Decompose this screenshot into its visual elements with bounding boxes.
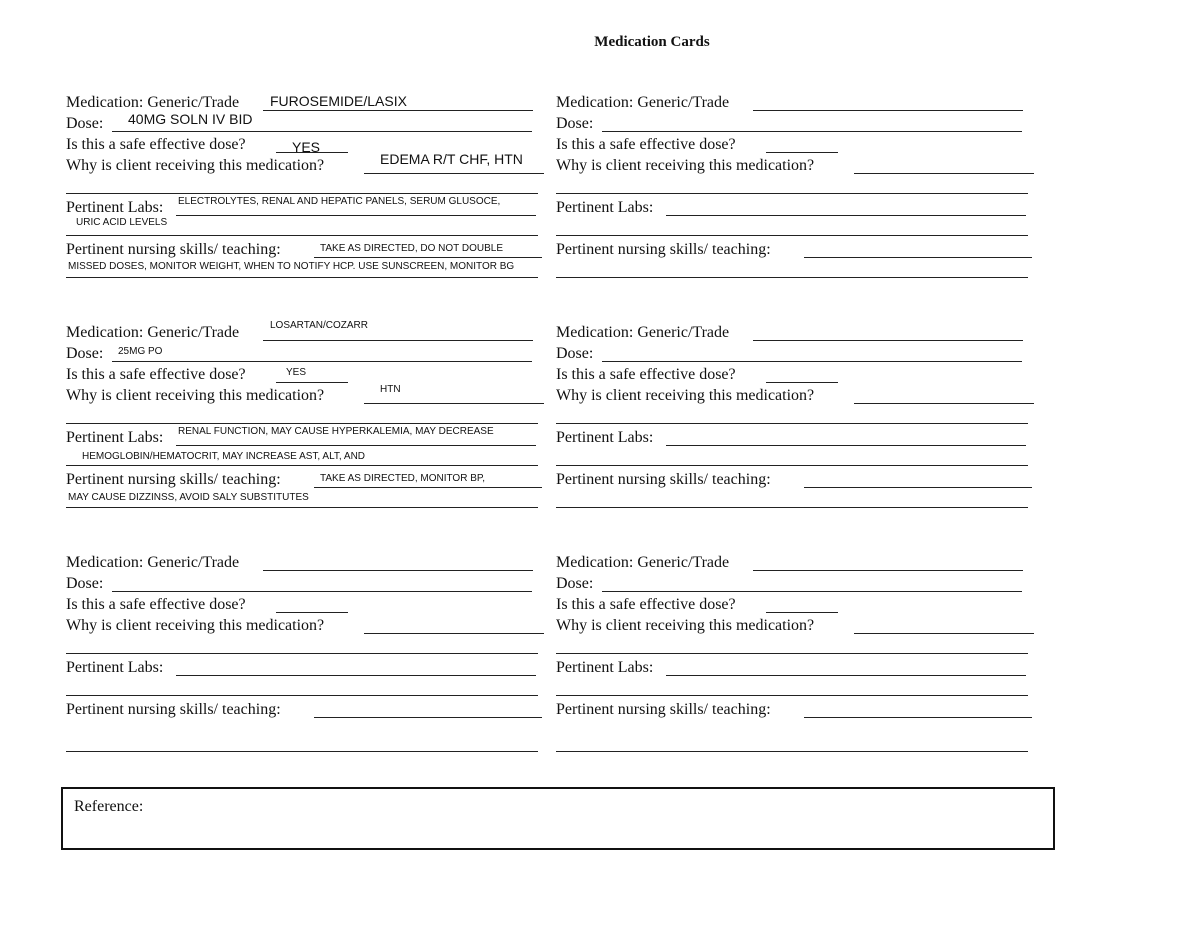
field-label-safe_dose: Is this a safe effective dose? xyxy=(556,596,736,613)
medication-field[interactable] xyxy=(753,110,1023,111)
medication-field[interactable] xyxy=(263,340,533,341)
medication-field[interactable] xyxy=(263,110,533,111)
dose-field[interactable] xyxy=(112,591,532,592)
labs-field[interactable] xyxy=(666,445,1026,446)
safe-dose-value: YES xyxy=(286,367,307,378)
field-label-why: Why is client receiving this medication? xyxy=(556,157,815,174)
field-label-labs: Pertinent Labs: xyxy=(66,659,164,676)
field-label-why: Why is client receiving this medication? xyxy=(66,617,325,634)
nursing-field-continued[interactable] xyxy=(556,277,1028,278)
medication-card xyxy=(66,320,556,524)
nursing-value-line-2: MISSED DOSES, MONITOR WEIGHT, WHEN TO NOTIFY HCP. USE SUNSCREEN, MONITOR BG xyxy=(68,261,515,272)
labs-value-line-2: HEMOGLOBIN/HEMATOCRIT, MAY INCREASE AST, ALT, AND xyxy=(82,451,366,462)
why-field-continued[interactable] xyxy=(556,193,1028,194)
field-label-dose: Dose: xyxy=(556,345,594,362)
why-field[interactable] xyxy=(364,633,544,634)
labs-field-continued[interactable] xyxy=(556,235,1028,236)
nursing-value-line-2: MAY CAUSE DIZZINSS, AVOID SALY SUBSTITUTES xyxy=(68,492,309,503)
field-label-why: Why is client receiving this medication? xyxy=(556,387,815,404)
labs-field-continued[interactable] xyxy=(66,465,538,466)
field-label-dose: Dose: xyxy=(66,115,104,132)
nursing-field[interactable] xyxy=(314,717,542,718)
labs-field-continued[interactable] xyxy=(556,465,1028,466)
safe-dose-field[interactable] xyxy=(276,382,348,383)
nursing-field[interactable] xyxy=(804,257,1032,258)
nursing-field-continued[interactable] xyxy=(556,751,1028,752)
field-label-medication: Medication: Generic/Trade xyxy=(66,554,240,571)
labs-field[interactable] xyxy=(666,215,1026,216)
why-value: HTN xyxy=(380,384,401,395)
field-label-labs: Pertinent Labs: xyxy=(556,199,654,216)
medication-card xyxy=(556,324,1046,524)
field-label-safe_dose: Is this a safe effective dose? xyxy=(66,366,246,383)
field-label-labs: Pertinent Labs: xyxy=(556,429,654,446)
medication-field[interactable] xyxy=(753,340,1023,341)
safe-dose-field[interactable] xyxy=(276,612,348,613)
why-field-continued[interactable] xyxy=(66,653,538,654)
field-label-nursing: Pertinent nursing skills/ teaching: xyxy=(66,471,281,488)
dose-field[interactable] xyxy=(112,131,532,132)
why-field[interactable] xyxy=(364,403,544,404)
dose-field[interactable] xyxy=(602,131,1022,132)
dose-value: 25MG PO xyxy=(118,346,163,357)
dose-value: 40MG SOLN IV BID xyxy=(128,111,253,127)
labs-field[interactable] xyxy=(176,675,536,676)
dose-field[interactable] xyxy=(602,361,1022,362)
why-field-continued[interactable] xyxy=(556,423,1028,424)
medication-field[interactable] xyxy=(753,570,1023,571)
medication-card xyxy=(556,554,1046,754)
nursing-value-line-1: TAKE AS DIRECTED, MONITOR BP, xyxy=(320,473,486,484)
field-label-nursing: Pertinent nursing skills/ teaching: xyxy=(556,241,771,258)
field-label-labs: Pertinent Labs: xyxy=(66,199,164,216)
why-field[interactable] xyxy=(854,633,1034,634)
labs-field-continued[interactable] xyxy=(556,695,1028,696)
safe-dose-value: YES xyxy=(292,139,321,155)
field-label-medication: Medication: Generic/Trade xyxy=(66,94,240,111)
labs-value-line-1: RENAL FUNCTION, MAY CAUSE HYPERKALEMIA, MAY DECREASE xyxy=(178,426,494,437)
field-label-nursing: Pertinent nursing skills/ teaching: xyxy=(66,701,281,718)
page-title: Medication Cards xyxy=(594,34,710,50)
safe-dose-field[interactable] xyxy=(766,612,838,613)
labs-value-line-1: ELECTROLYTES, RENAL AND HEPATIC PANELS, SERUM GLUSOCE, xyxy=(178,196,501,207)
nursing-field-continued[interactable] xyxy=(66,507,538,508)
nursing-field[interactable] xyxy=(804,717,1032,718)
safe-dose-field[interactable] xyxy=(766,382,838,383)
labs-field[interactable] xyxy=(176,445,536,446)
why-field[interactable] xyxy=(854,403,1034,404)
field-label-labs: Pertinent Labs: xyxy=(556,659,654,676)
labs-field[interactable] xyxy=(176,215,536,216)
reference-box[interactable] xyxy=(61,787,1055,850)
field-label-dose: Dose: xyxy=(66,575,104,592)
field-label-why: Why is client receiving this medication? xyxy=(556,617,815,634)
reference-label: Reference: xyxy=(74,798,144,815)
why-field[interactable] xyxy=(854,173,1034,174)
nursing-field[interactable] xyxy=(804,487,1032,488)
nursing-field[interactable] xyxy=(314,257,542,258)
nursing-value-line-1: TAKE AS DIRECTED, DO NOT DOUBLE xyxy=(320,243,503,254)
medication-field[interactable] xyxy=(263,570,533,571)
field-label-safe_dose: Is this a safe effective dose? xyxy=(556,366,736,383)
field-label-medication: Medication: Generic/Trade xyxy=(556,554,730,571)
medication-card xyxy=(66,94,556,294)
dose-field[interactable] xyxy=(112,361,532,362)
field-label-dose: Dose: xyxy=(556,115,594,132)
field-label-why: Why is client receiving this medication? xyxy=(66,387,325,404)
field-label-safe_dose: Is this a safe effective dose? xyxy=(66,136,246,153)
field-label-safe_dose: Is this a safe effective dose? xyxy=(66,596,246,613)
medication-value: FUROSEMIDE/LASIX xyxy=(270,93,407,109)
labs-field-continued[interactable] xyxy=(66,695,538,696)
field-label-labs: Pertinent Labs: xyxy=(66,429,164,446)
medication-card xyxy=(66,554,556,754)
field-label-why: Why is client receiving this medication? xyxy=(66,157,325,174)
dose-field[interactable] xyxy=(602,591,1022,592)
nursing-field-continued[interactable] xyxy=(66,277,538,278)
why-field-continued[interactable] xyxy=(66,193,538,194)
labs-value-line-2: URIC ACID LEVELS xyxy=(76,217,168,228)
field-label-medication: Medication: Generic/Trade xyxy=(556,324,730,341)
field-label-dose: Dose: xyxy=(66,345,104,362)
nursing-field[interactable] xyxy=(314,487,542,488)
why-field[interactable] xyxy=(364,173,544,174)
labs-field[interactable] xyxy=(666,675,1026,676)
why-field-continued[interactable] xyxy=(66,423,538,424)
field-label-nursing: Pertinent nursing skills/ teaching: xyxy=(556,471,771,488)
labs-field-continued[interactable] xyxy=(66,235,538,236)
safe-dose-field[interactable] xyxy=(766,152,838,153)
why-field-continued[interactable] xyxy=(556,653,1028,654)
medication-value: LOSARTAN/COZARR xyxy=(270,320,368,331)
field-label-medication: Medication: Generic/Trade xyxy=(556,94,730,111)
field-label-dose: Dose: xyxy=(556,575,594,592)
field-label-nursing: Pertinent nursing skills/ teaching: xyxy=(66,241,281,258)
medication-card xyxy=(556,94,1046,294)
field-label-nursing: Pertinent nursing skills/ teaching: xyxy=(556,701,771,718)
field-label-medication: Medication: Generic/Trade xyxy=(66,324,240,341)
why-value: EDEMA R/T CHF, HTN xyxy=(380,151,523,167)
field-label-safe_dose: Is this a safe effective dose? xyxy=(556,136,736,153)
nursing-field-continued[interactable] xyxy=(66,751,538,752)
nursing-field-continued[interactable] xyxy=(556,507,1028,508)
